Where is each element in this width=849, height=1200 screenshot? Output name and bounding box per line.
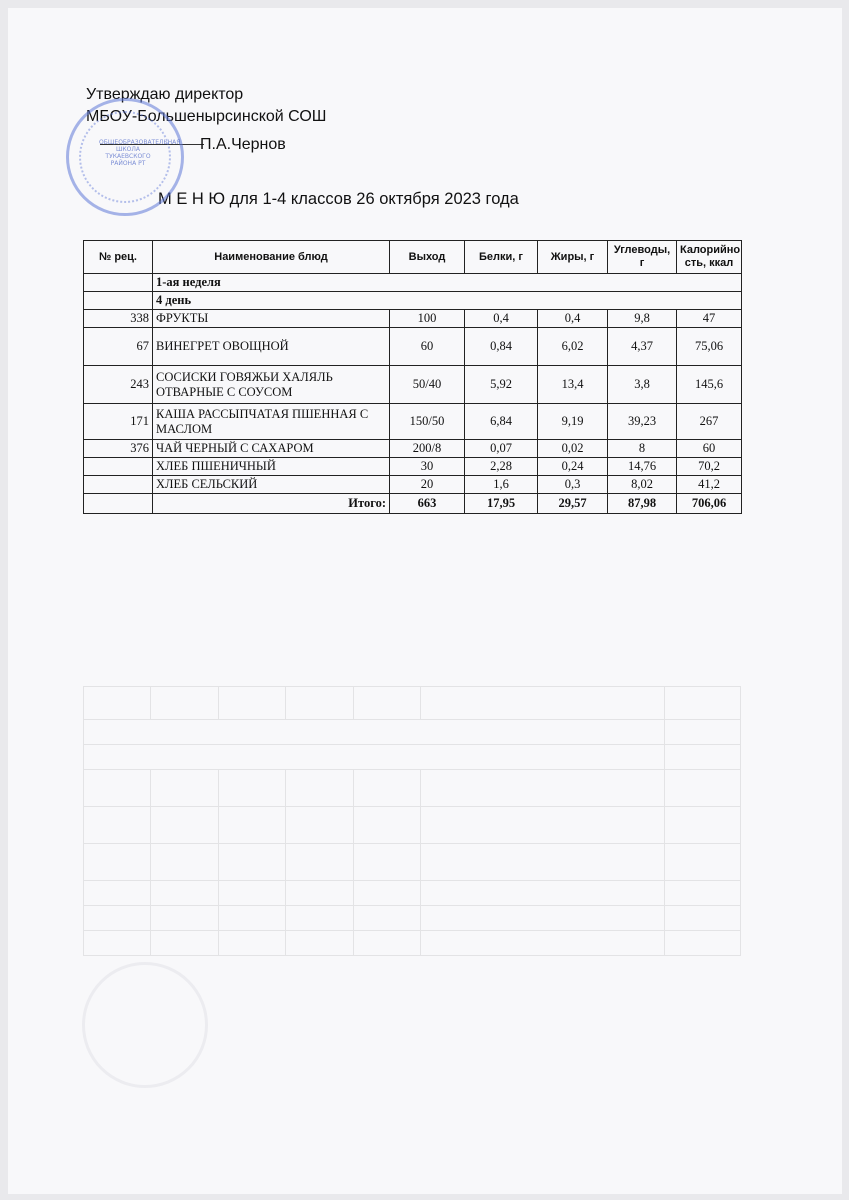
table-row: [84, 366, 742, 404]
kcal-value: 47: [677, 310, 742, 328]
col-header-kcal: Калорийно сть, ккал: [677, 241, 742, 274]
col-header-carbs: Углеводы, г: [608, 241, 677, 274]
recipe-number: 171: [84, 404, 153, 440]
total-carbs: 87,98: [608, 494, 677, 514]
recipe-number: 243: [84, 366, 153, 404]
col-header-dish: Наименование блюд: [153, 241, 390, 274]
fat-value: 13,4: [538, 366, 608, 404]
protein-value: 1,6: [465, 476, 538, 494]
reverse-side-bleed: [83, 686, 741, 956]
kcal-value: 145,6: [677, 366, 742, 404]
kcal-value: 70,2: [677, 458, 742, 476]
dish-name: ЧАЙ ЧЕРНЫЙ С САХАРОМ: [153, 440, 390, 458]
table-row: [84, 328, 742, 366]
total-label: Итого:: [153, 494, 390, 514]
protein-value: 2,28: [465, 458, 538, 476]
col-header-output: Выход: [390, 241, 465, 274]
total-protein: 17,95: [465, 494, 538, 514]
kcal-value: 267: [677, 404, 742, 440]
reverse-stamp-shadow: [82, 962, 208, 1088]
fat-value: 0,02: [538, 440, 608, 458]
total-fat: 29,57: [538, 494, 608, 514]
protein-value: 6,84: [465, 404, 538, 440]
recipe-number: 338: [84, 310, 153, 328]
col-header-fat: Жиры, г: [538, 241, 608, 274]
kcal-value: 75,06: [677, 328, 742, 366]
protein-value: 0,4: [465, 310, 538, 328]
output-value: 200/8: [390, 440, 465, 458]
recipe-number: 376: [84, 440, 153, 458]
total-row: [84, 494, 742, 514]
kcal-value: 41,2: [677, 476, 742, 494]
table-row: [84, 310, 742, 328]
table-row: [84, 404, 742, 440]
fat-value: 9,19: [538, 404, 608, 440]
carbs-value: 8: [608, 440, 677, 458]
fat-value: 0,3: [538, 476, 608, 494]
carbs-value: 39,23: [608, 404, 677, 440]
output-value: 100: [390, 310, 465, 328]
table-row: [84, 458, 742, 476]
director-name: П.А.Чернов: [200, 136, 286, 153]
carbs-value: 3,8: [608, 366, 677, 404]
output-value: 20: [390, 476, 465, 494]
dish-name: СОСИСКИ ГОВЯЖЬИ ХАЛЯЛЬ ОТВАРНЫЕ С СОУСОМ: [153, 366, 390, 404]
protein-value: 5,92: [465, 366, 538, 404]
stamp-text: ОБЩЕОБРАЗОВАТЕЛЬНАЯ ШКОЛА ТУКАЕВСКОГО РАЙОНА РТ: [99, 139, 181, 167]
menu-title: М Е Н Ю для 1-4 классов 26 октября 2023 года: [158, 190, 519, 208]
output-value: 50/40: [390, 366, 465, 404]
week-label: 1-ая неделя: [153, 274, 742, 292]
recipe-number: [84, 458, 153, 476]
dish-name: ВИНЕГРЕТ ОВОЩНОЙ: [153, 328, 390, 366]
fat-value: 6,02: [538, 328, 608, 366]
table-row: [84, 476, 742, 494]
carbs-value: 4,37: [608, 328, 677, 366]
output-value: 30: [390, 458, 465, 476]
day-label: 4 день: [153, 292, 742, 310]
col-header-recipe: № рец.: [84, 241, 153, 274]
protein-value: 0,84: [465, 328, 538, 366]
carbs-value: 8,02: [608, 476, 677, 494]
dish-name: ФРУКТЫ: [153, 310, 390, 328]
recipe-number: 67: [84, 328, 153, 366]
fat-value: 0,24: [538, 458, 608, 476]
col-header-protein: Белки, г: [465, 241, 538, 274]
day-row: [84, 292, 742, 310]
output-value: 60: [390, 328, 465, 366]
kcal-value: 60: [677, 440, 742, 458]
school-stamp: [66, 98, 184, 216]
recipe-number: [84, 476, 153, 494]
school-name: МБОУ-Большенырсинской СОШ: [86, 108, 327, 125]
table-header-row: [84, 241, 742, 274]
total-kcal: 706,06: [677, 494, 742, 514]
protein-value: 0,07: [465, 440, 538, 458]
carbs-value: 9,8: [608, 310, 677, 328]
fat-value: 0,4: [538, 310, 608, 328]
approval-line: Утверждаю директор: [86, 86, 244, 103]
menu-table: [83, 240, 742, 514]
table-row: [84, 440, 742, 458]
carbs-value: 14,76: [608, 458, 677, 476]
dish-name: ХЛЕБ СЕЛЬСКИЙ: [153, 476, 390, 494]
dish-name: КАША РАССЫПЧАТАЯ ПШЕННАЯ С МАСЛОМ: [153, 404, 390, 440]
dish-name: ХЛЕБ ПШЕНИЧНЫЙ: [153, 458, 390, 476]
output-value: 150/50: [390, 404, 465, 440]
total-output: 663: [390, 494, 465, 514]
week-row: [84, 274, 742, 292]
